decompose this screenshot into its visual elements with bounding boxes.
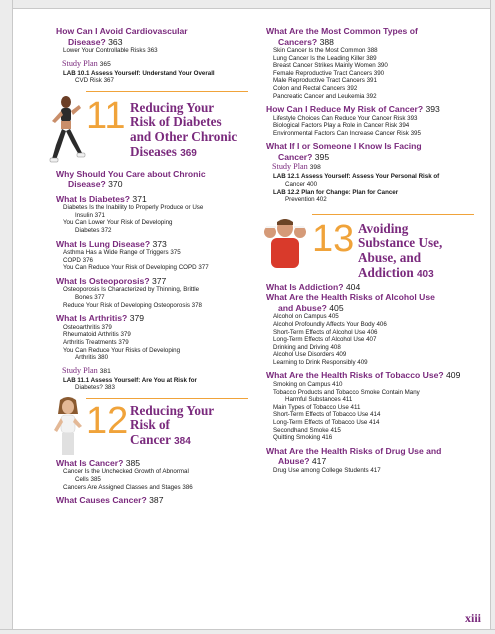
toc-item[interactable]: Smoking on Campus 410 [273,380,343,388]
toc-heading[interactable]: What Is Lung Disease? 373 [56,238,167,249]
toc-item[interactable]: Drug Use among College Students 417 [273,466,381,474]
toc-heading[interactable]: What Is Arthritis? 379 [56,313,145,324]
chapter-rule [86,398,248,399]
toc-item[interactable]: Colon and Rectal Cancers 392 [273,84,358,92]
toc-item[interactable]: Asthma Has a Wide Range of Triggers 375 [63,249,181,257]
toc-heading[interactable]: What Are the Health Risks of Tobacco Use? 409 [266,370,461,381]
viewer-frame-bottom [0,629,495,634]
toc-item[interactable]: Short-Term Effects of Tobacco Use 414 [273,411,381,419]
chapter-11-banner[interactable] [56,85,256,169]
toc-item[interactable]: Pancreatic Cancer and Leukemia 392 [273,92,377,100]
toc-item[interactable]: Female Reproductive Tract Cancers 390 [273,69,385,77]
toc-item[interactable]: You Can Lower Your Risk of Developing Diabetes 372 [63,219,173,235]
toc-item[interactable]: Cancer Is the Unchecked Growth of Abnormal Cells 385 [63,468,189,483]
chapter-rule [312,214,474,215]
chapter-12-banner[interactable] [56,392,256,458]
chapter-title: Reducing Your Risk of Diabetes and Other Chronic Diseases 369 [130,99,238,159]
toc-heading[interactable]: What Are the Most Common Types of Cancers? 388 [266,26,418,47]
viewer-frame-right [490,0,495,634]
page-number: xiii [464,611,481,625]
toc-item[interactable]: Osteoporosis Is Characterized by Thinning, Brittle Bones 377 [63,286,200,302]
viewer-frame-left [0,0,13,634]
toc-heading[interactable]: What Is Osteoporosis? 377 [56,275,167,286]
chapter-title: Avoiding Substance Use, Abuse, and Addiction 403 [358,220,443,280]
study-plan-link[interactable]: Study Plan 381 [62,365,111,375]
viewer-frame-top [0,0,495,9]
toc-item[interactable]: Breast Cancer Strikes Mainly Women 390 [273,62,388,70]
toc-item[interactable]: Arthritis Treatments 379 [63,338,129,346]
toc-heading[interactable]: What Are the Health Risks of Alcohol Use and Abuse? 405 [266,292,435,313]
toc-heading[interactable]: How Can I Avoid Cardiovascular Disease? 363 [56,26,188,47]
chapter-title: Reducing Your Risk of Cancer 384 [130,402,215,448]
toc-item[interactable]: Long-Term Effects of Alcohol Use 407 [273,336,377,344]
toc-item[interactable]: You Can Reduce Your Risk of Developing COPD 377 [63,264,209,272]
toc-item[interactable]: Reduce Your Risk of Developing Osteoporosis 378 [63,301,202,309]
chapter-number: 11 [86,94,126,137]
lab-link[interactable]: LAB 11.1 Assess Yourself: Are You at Risk for Diabetes? 383 [63,376,197,392]
toc-item[interactable]: COPD 376 [63,256,93,264]
toc-item[interactable]: You Can Reduce Your Risks of Developing Arthritis 380 [63,346,181,362]
toc-item[interactable]: Secondhand Smoke 415 [273,426,341,434]
toc-heading[interactable]: What Is Diabetes? 371 [56,193,147,204]
toc-item[interactable]: Short-Term Effects of Alcohol Use 406 [273,328,378,336]
toc-item[interactable]: Male Reproductive Tract Cancers 391 [273,77,377,85]
toc-item[interactable]: Lifestyle Choices Can Reduce Your Cancer Risk 393 [273,114,418,122]
chapter-rule [86,91,248,92]
chapter-number: 12 [86,399,129,442]
toc-right-column [266,26,478,474]
toc-item[interactable]: Drinking and Driving 408 [273,343,341,351]
toc-item[interactable]: Alcohol on Campus 405 [273,313,339,321]
toc-item[interactable]: Lower Your Controllable Risks 363 [63,47,158,54]
toc-item[interactable]: Rheumatoid Arthritis 379 [63,331,131,339]
toc-item[interactable]: Alcohol Use Disorders 409 [273,351,347,359]
toc-heading[interactable]: What Is Cancer? 385 [56,457,141,468]
chapter-13-banner[interactable] [266,204,478,282]
toc-item[interactable]: Tobacco Products and Tobacco Smoke Contain Many Harmful Substances 411 [273,388,420,404]
man-breaking-cigarettes-photo-icon [262,214,308,272]
chapter-number: 13 [312,217,355,260]
runner-photo-icon [46,93,86,165]
toc-item[interactable]: Quitting Smoking 416 [273,434,333,442]
toc-heading[interactable]: Why Should You Care about Chronic Disease? 370 [56,168,206,190]
toc-item[interactable]: Long-Term Effects of Tobacco Use 414 [273,418,380,426]
toc-item[interactable]: Learning to Drink Responsibly 409 [273,358,368,366]
toc-item[interactable]: Osteoarthritis 379 [63,323,112,331]
toc-heading[interactable]: What If I or Someone I Know Is Facing Cancer? 395 [266,141,422,162]
toc-heading[interactable]: How Can I Reduce My Risk of Cancer? 393 [266,104,440,115]
toc-item[interactable]: Cancers Are Assigned Classes and Stages 386 [63,483,193,491]
lab-link[interactable]: LAB 12.1 Assess Yourself: Assess Your Personal Risk of Cancer 400 [273,173,440,189]
toc-heading[interactable]: What Causes Cancer? 387 [56,495,164,506]
toc-item[interactable]: Environmental Factors Can Increase Cancer Risk 395 [273,129,421,137]
toc-item[interactable]: Diabetes Is the Inability to Properly Produce or Use Insulin 371 [63,204,204,219]
lab-link[interactable]: LAB 12.2 Plan for Change: Plan for Cancer Prevention 402 [273,188,399,204]
study-plan-link[interactable]: Study Plan 398 [272,162,321,172]
toc-item[interactable]: Lung Cancer Is the Leading Killer 389 [273,54,377,62]
woman-photo-icon [48,396,88,458]
lab-link[interactable]: LAB 10.1 Assess Yourself: Understand Your Overall CVD Risk 367 [63,69,215,85]
toc-left-column [56,26,256,506]
toc-heading[interactable]: What Is Addiction? 404 [266,281,361,292]
toc-item[interactable]: Biological Factors Play a Role in Cancer Risk 394 [273,122,410,130]
toc-item[interactable]: Skin Cancer Is the Most Common 388 [273,47,378,54]
study-plan-link[interactable]: Study Plan 365 [62,58,111,68]
toc-item[interactable]: Main Types of Tobacco Use 411 [273,403,361,411]
toc-heading[interactable]: What Are the Health Risks of Drug Use and Abuse? 417 [266,445,442,467]
toc-item[interactable]: Alcohol Profoundly Affects Your Body 406 [273,320,387,328]
